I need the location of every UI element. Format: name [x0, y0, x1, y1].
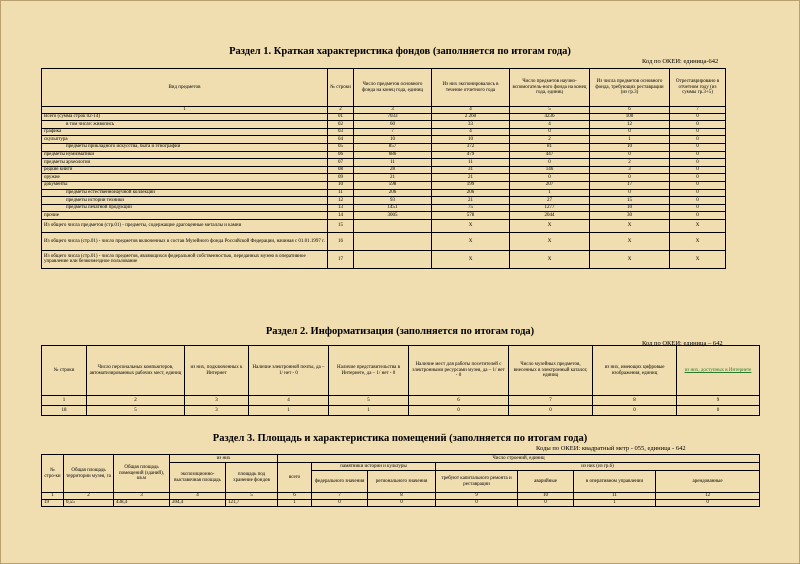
- s1-cell: 05: [328, 143, 354, 151]
- s1-item-name: прочие: [42, 212, 328, 220]
- s1-item-name: предметы печатной продукции: [42, 204, 328, 212]
- s1-cell: 206: [354, 189, 432, 197]
- s3-h-of-them: из них: [170, 455, 278, 463]
- s3-num: 8: [368, 493, 436, 500]
- s1-cell: 81: [510, 143, 590, 151]
- s1-cell: 0: [670, 121, 726, 129]
- s1-cell: 15: [328, 219, 354, 232]
- s3-h-rented: арендованные: [656, 471, 760, 493]
- s1-cell: 11: [354, 159, 432, 167]
- s1-cell: 12: [590, 121, 670, 129]
- s1-cell: 7033: [354, 113, 432, 121]
- s3-h-emergency: аварийные: [518, 471, 574, 493]
- s1-cell: X: [510, 232, 590, 250]
- s1-cell: 206: [432, 189, 510, 197]
- s3-h-operational: в оперативном управлении: [574, 471, 656, 493]
- table-row: [42, 174, 726, 182]
- s2-num: 8: [593, 396, 677, 406]
- s1-cell: 0: [590, 189, 670, 197]
- s1-cell: 0: [670, 159, 726, 167]
- s2-cell: 0: [593, 406, 677, 416]
- s2-num: 7: [509, 396, 593, 406]
- section1-title: Раздел 1. Краткая характеристика фондов (заполняется по итогам года): [229, 46, 571, 57]
- s1-cell: 21: [432, 174, 510, 182]
- s1-cell: 10: [328, 181, 354, 189]
- s1-cell: 0: [510, 174, 590, 182]
- s2-h-catalog: Число музейных предметов, внесенных в электронный каталог, единиц: [509, 346, 593, 396]
- s1-cell: 1277: [510, 204, 590, 212]
- section3-data-row: [42, 500, 760, 507]
- s1-cell: 1: [510, 189, 590, 197]
- s1-cell: X: [432, 219, 510, 232]
- s3-h-monuments: памятники истории и культуры: [312, 463, 436, 471]
- s1-cell: [354, 232, 432, 250]
- s1-cell: 01: [328, 113, 354, 121]
- s3-h-land: Общая площадь территории музея, га: [64, 455, 114, 493]
- s2-cell: 5: [87, 406, 185, 416]
- s1-cell: 598: [354, 181, 432, 189]
- s3-h-regional: регионального значения: [368, 471, 436, 493]
- s1-item-name: Всего (сумма строк 02-14): [42, 113, 328, 121]
- s1-item-name: скульптура: [42, 136, 328, 144]
- section2-table: [41, 345, 760, 416]
- s1-cell: 578: [432, 212, 510, 220]
- s1-cell: X: [432, 250, 510, 268]
- s3-h-federal: федерального значения: [312, 471, 368, 493]
- s3-cell: 204,4: [170, 500, 226, 507]
- s1-cell: 0: [670, 136, 726, 144]
- s1-cell: 11: [328, 189, 354, 197]
- s1-header-cell: Из них экспонировалось в течение отчетного года: [432, 69, 510, 107]
- table-row: [42, 166, 726, 174]
- table-row: [42, 128, 726, 136]
- s1-cell: 30: [590, 212, 670, 220]
- s3-cell: 0,55: [64, 500, 114, 507]
- table-row: [42, 113, 726, 121]
- table-row: [42, 212, 726, 220]
- s1-cell: 0: [670, 113, 726, 121]
- s3-cell: 0: [312, 500, 368, 507]
- s3-cell: 19: [42, 500, 64, 507]
- s1-header-cell: Из числа предметов основного фонда, требующих реставрации (из гр.3): [590, 69, 670, 107]
- s1-cell: X: [670, 219, 726, 232]
- s2-cell: 0: [409, 406, 509, 416]
- s2-cell: 0: [677, 406, 760, 416]
- s1-cell: 14: [328, 212, 354, 220]
- s1-cell: 33: [432, 121, 510, 129]
- s3-cell: 1: [574, 500, 656, 507]
- s2-h-row: № строки: [42, 346, 87, 396]
- s1-cell: 08: [328, 166, 354, 174]
- s3-num: 4: [170, 493, 226, 500]
- s1-cell: 0: [670, 204, 726, 212]
- s1-cell: 0: [510, 159, 590, 167]
- s1-cell: 4236: [510, 113, 590, 121]
- table-row: [42, 204, 726, 212]
- s1-item-name: редкие книги: [42, 166, 328, 174]
- s1-column-number: 3: [354, 107, 432, 114]
- table-row: [42, 136, 726, 144]
- s1-cell: 100: [590, 113, 670, 121]
- s1-cell: 16: [328, 232, 354, 250]
- s3-cell: 0: [518, 500, 574, 507]
- s1-cell: 372: [432, 143, 510, 151]
- s1-item-name: предметы нумизматики: [42, 151, 328, 159]
- s2-num: 9: [677, 396, 760, 406]
- s2-num: 3: [185, 396, 249, 406]
- s1-header-cell: Число предметов научно-вспомогатель-ного фонда на конец года, единиц: [510, 69, 590, 107]
- s2-num: 2: [87, 396, 185, 406]
- section3-table: [41, 454, 760, 507]
- s3-h-storage: площадь под хранение фондов: [226, 463, 278, 493]
- s2-num: 1: [42, 396, 87, 406]
- s1-item-name: Из общего числа (стр.01) - число предметов, являющихся федеральной собственностью, переданных музею в оперативное управление или безвозмездное пользование: [42, 250, 328, 268]
- s1-cell: X: [590, 219, 670, 232]
- s1-item-name: предметы естественнонаучной коллекции: [42, 189, 328, 197]
- s2-cell: 3: [185, 406, 249, 416]
- s3-cell: 0: [656, 500, 760, 507]
- s1-column-number: 6: [590, 107, 670, 114]
- table-row: [42, 189, 726, 197]
- s1-cell: 27: [510, 197, 590, 205]
- s1-cell: 31: [432, 166, 510, 174]
- s1-item-name: в том числе: живопись: [42, 121, 328, 129]
- s1-cell: X: [670, 250, 726, 268]
- table-row: [42, 181, 726, 189]
- section2-column-numbers: [42, 396, 760, 406]
- s1-cell: 686: [354, 151, 432, 159]
- s3-h-repair: требуют капитального ремонта и реставрации: [436, 471, 518, 493]
- s1-cell: 3005: [354, 212, 432, 220]
- s1-cell: 04: [328, 136, 354, 144]
- section3-okei: Коды по ОКЕИ: квадратный метр - 055, единица - 642: [536, 445, 686, 452]
- s1-column-number: 5: [510, 107, 590, 114]
- s1-cell: 21: [432, 197, 510, 205]
- s3-num: 3: [114, 493, 170, 500]
- s1-cell: 10: [590, 143, 670, 151]
- s1-cell: 06: [328, 151, 354, 159]
- s3-h-row: № стро-ки: [42, 455, 64, 493]
- s1-cell: 75: [432, 204, 510, 212]
- s1-cell: 2 260: [432, 113, 510, 121]
- section2-data-row: [42, 406, 760, 416]
- s3-num: 5: [226, 493, 278, 500]
- s1-cell: 0: [670, 174, 726, 182]
- s1-cell: 4: [432, 128, 510, 136]
- s1-cell: 1: [590, 136, 670, 144]
- s1-cell: 17: [328, 250, 354, 268]
- s1-cell: 4: [510, 121, 590, 129]
- section1-okei: Код по ОКЕИ: единица-642: [642, 58, 719, 65]
- section1-table: [41, 68, 726, 269]
- s3-h-area: Общая площадь помещений (зданий), кв.м: [114, 455, 170, 493]
- s1-item-name: документы: [42, 181, 328, 189]
- s1-item-name: оружие: [42, 174, 328, 182]
- s3-cell: 1: [278, 500, 312, 507]
- s1-column-number: 1: [42, 107, 328, 114]
- section3-column-numbers: [42, 493, 760, 500]
- s1-cell: 13: [328, 204, 354, 212]
- s1-cell: X: [432, 232, 510, 250]
- s1-cell: 479: [432, 151, 510, 159]
- s1-cell: 146: [510, 166, 590, 174]
- s1-cell: 0: [670, 189, 726, 197]
- s1-cell: 60: [354, 121, 432, 129]
- table-row: [42, 121, 726, 129]
- s2-h-email: Наличие электронной почты, да – 1/ нет - 0: [249, 346, 329, 396]
- s1-cell: 10: [590, 204, 670, 212]
- table-row: [42, 197, 726, 205]
- s3-num: 11: [574, 493, 656, 500]
- table-row: [42, 151, 726, 159]
- s1-cell: X: [510, 219, 590, 232]
- s1-cell: 0: [590, 128, 670, 136]
- s1-cell: 447: [510, 151, 590, 159]
- section2-header-row: [42, 346, 760, 396]
- s1-header-cell: Число предметов основного фонда на конец года, единиц: [354, 69, 432, 107]
- s1-cell: 2044: [510, 212, 590, 220]
- section1-body: [42, 113, 726, 268]
- s1-cell: 11: [432, 159, 510, 167]
- s1-header-cell: № строки: [328, 69, 354, 107]
- s1-cell: 02: [328, 121, 354, 129]
- table-row: [42, 250, 726, 268]
- s1-cell: 93: [354, 197, 432, 205]
- table-row: [42, 159, 726, 167]
- s3-h-expo: экспозиционно-выставочная площадь: [170, 463, 226, 493]
- s2-num: 6: [409, 396, 509, 406]
- s1-cell: X: [590, 250, 670, 268]
- s2-h-online: из них, доступных в Интернете: [677, 346, 760, 396]
- s1-cell: 17: [590, 181, 670, 189]
- s2-h-visitor-places: Наличие мест для работы посетителей с электронными ресурсами музея, да – 1/ нет - 0: [409, 346, 509, 396]
- s1-cell: X: [590, 232, 670, 250]
- s1-column-number: 4: [432, 107, 510, 114]
- s1-cell: 28: [354, 166, 432, 174]
- s1-cell: 0: [670, 166, 726, 174]
- s1-header-cell: Отреставрировано в отчетном году (из суммы гр.3+5): [670, 69, 726, 107]
- s1-cell: 0: [670, 212, 726, 220]
- s2-h-website: Наличие представительства в Интернете, да – 1/ нет - 0: [329, 346, 409, 396]
- s1-cell: 21: [354, 174, 432, 182]
- s3-cell: 0: [368, 500, 436, 507]
- s3-cell: 438,4: [114, 500, 170, 507]
- s2-cell: 0: [509, 406, 593, 416]
- s1-cell: 0: [670, 197, 726, 205]
- section2-okei: Код по ОКЕИ: единица – 642: [642, 340, 723, 347]
- s3-num: 7: [312, 493, 368, 500]
- s1-cell: 0: [590, 174, 670, 182]
- s1-cell: 1451: [354, 204, 432, 212]
- s2-num: 4: [249, 396, 329, 406]
- s1-column-number: 2: [328, 107, 354, 114]
- s2-h-pcs: Число персональных компьютеров, автоматизированных рабочих мест, единиц: [87, 346, 185, 396]
- s1-item-name: предметы прикладного искусства, быта и этнографии: [42, 143, 328, 151]
- s3-h-buildings: Число строений, единиц: [278, 455, 760, 463]
- s3-cell: 0: [436, 500, 518, 507]
- s1-cell: 03: [328, 128, 354, 136]
- table-row: [42, 232, 726, 250]
- s3-h-of-them6: из них (из гр.6): [436, 463, 760, 471]
- s1-cell: 207: [510, 181, 590, 189]
- s1-cell: 7: [354, 128, 432, 136]
- s3-cell: 121,7: [226, 500, 278, 507]
- s1-cell: 0: [670, 151, 726, 159]
- s3-num: 2: [64, 493, 114, 500]
- s3-num: 10: [518, 493, 574, 500]
- s1-cell: 09: [328, 174, 354, 182]
- s1-item-name: Из общего числа (стр.01) - число предметов включенных в состав Музейного фонда Российской Федерации, начиная с 01.01.1997 г.: [42, 232, 328, 250]
- s3-num: 6: [278, 493, 312, 500]
- s1-column-number: 7: [670, 107, 726, 114]
- s1-cell: X: [510, 250, 590, 268]
- s1-cell: 199: [432, 181, 510, 189]
- s3-num: 9: [436, 493, 518, 500]
- table-row: [42, 143, 726, 151]
- s1-cell: 12: [328, 197, 354, 205]
- s1-cell: 857: [354, 143, 432, 151]
- s1-cell: 15: [590, 197, 670, 205]
- s1-cell: 2: [510, 136, 590, 144]
- s3-num: 12: [656, 493, 760, 500]
- s1-item-name: графика: [42, 128, 328, 136]
- s1-item-name: Из общего числа предметов (стр.01) - предметы, содержащие драгоценные металлы и камни: [42, 219, 328, 232]
- s2-h-digital: из них, имеющих цифровые изображения, единиц: [593, 346, 677, 396]
- s1-cell: 0: [510, 128, 590, 136]
- table-row: [42, 219, 726, 232]
- s1-cell: 0: [670, 143, 726, 151]
- section1-header-row: [42, 69, 726, 107]
- s1-cell: [354, 250, 432, 268]
- s2-cell: 1: [249, 406, 329, 416]
- s1-cell: 2: [590, 159, 670, 167]
- section1-column-numbers: [42, 107, 726, 114]
- s1-cell: 10: [432, 136, 510, 144]
- section3-title: Раздел 3. Площадь и характеристика помещений (заполняется по итогам года): [212, 433, 588, 444]
- s2-cell: 18: [42, 406, 87, 416]
- s1-cell: [354, 219, 432, 232]
- s1-cell: 10: [354, 136, 432, 144]
- s1-cell: 0: [590, 151, 670, 159]
- s2-cell: 1: [329, 406, 409, 416]
- s1-cell: 0: [670, 181, 726, 189]
- s1-header-cell: Вид предметов: [42, 69, 328, 107]
- s3-h-total: всего: [278, 463, 312, 493]
- s1-cell: 0: [670, 128, 726, 136]
- s3-num: 1: [42, 493, 64, 500]
- s1-cell: X: [670, 232, 726, 250]
- s1-cell: 3: [590, 166, 670, 174]
- s1-cell: 07: [328, 159, 354, 167]
- s1-item-name: предметы археологии: [42, 159, 328, 167]
- section2-title: Раздел 2. Информатизация (заполняется по итогам года): [265, 326, 535, 337]
- s1-item-name: предметы истории техники: [42, 197, 328, 205]
- s2-h-internet: из них, подключенных к Интернет: [185, 346, 249, 396]
- s2-num: 5: [329, 396, 409, 406]
